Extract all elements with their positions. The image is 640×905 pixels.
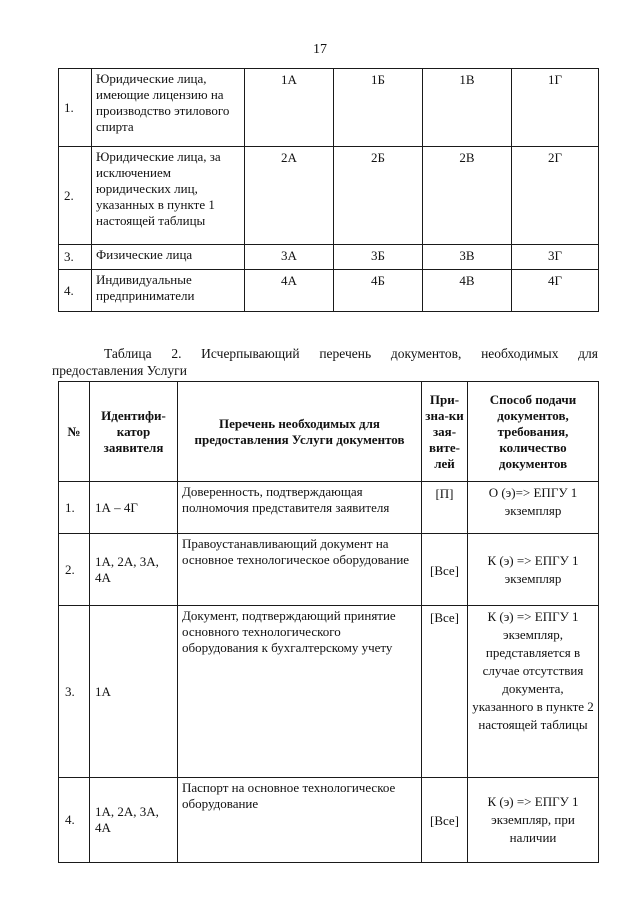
applicant-identifier: 1А – 4Г — [90, 482, 178, 534]
applicant-code: 2В — [423, 147, 512, 245]
table-row — [59, 534, 599, 606]
header-attributes: При-зна-ки зая-вите-лей — [422, 382, 468, 482]
applicant-attribute: [Все] — [422, 606, 468, 778]
applicant-code: 4Б — [334, 270, 423, 312]
applicant-code: 4Г — [512, 270, 599, 312]
applicant-attribute: [П] — [422, 482, 468, 534]
applicant-code: 2Г — [512, 147, 599, 245]
applicant-category: Юридические лица, за исключением юридических лиц, указанных в пункте 1 настоящей таблицы — [92, 147, 245, 245]
row-number: 2. — [59, 147, 92, 245]
header-identifier: Идентифи-катор заявителя — [90, 382, 178, 482]
applicant-code: 4В — [423, 270, 512, 312]
document-description: Документ, подтверждающий принятие основного технологического оборудования к бухгалтерскому учету — [178, 606, 422, 778]
table-row — [59, 270, 599, 312]
header-documents: Перечень необходимых для предоставления Услуги документов — [178, 382, 422, 482]
row-number: 1. — [59, 482, 90, 534]
documents-table — [58, 381, 599, 863]
document-description: Паспорт на основное технологическое оборудование — [178, 778, 422, 863]
applicant-identifier: 1А, 2А, 3А, 4А — [90, 778, 178, 863]
applicant-category: Физические лица — [92, 245, 245, 270]
document-description: Правоустанавливающий документ на основное технологическое оборудование — [178, 534, 422, 606]
table-row — [59, 69, 599, 147]
applicant-codes-table — [58, 68, 599, 312]
applicant-attribute: [Все] — [422, 778, 468, 863]
applicant-code: 3Г — [512, 245, 599, 270]
row-number: 3. — [59, 606, 90, 778]
applicant-attribute: [Все] — [422, 534, 468, 606]
table-row — [59, 778, 599, 863]
row-number: 3. — [59, 245, 92, 270]
caption-line-2: предоставления Услуги — [52, 363, 187, 378]
row-number: 4. — [59, 270, 92, 312]
row-number: 2. — [59, 534, 90, 606]
applicant-code: 3А — [245, 245, 334, 270]
row-number: 1. — [59, 69, 92, 147]
table-row — [59, 482, 599, 534]
applicant-identifier: 1А — [90, 606, 178, 778]
submission-method: О (э)=> ЕПГУ 1 экземпляр — [468, 482, 599, 534]
applicant-identifier: 1А, 2А, 3А, 4А — [90, 534, 178, 606]
applicant-category: Индивидуальные предприниматели — [92, 270, 245, 312]
row-number: 4. — [59, 778, 90, 863]
table-row — [59, 147, 599, 245]
applicant-code: 4А — [245, 270, 334, 312]
applicant-code: 1В — [423, 69, 512, 147]
table-row — [59, 606, 599, 778]
table-row — [59, 245, 599, 270]
submission-method: К (э) => ЕПГУ 1 экземпляр — [468, 534, 599, 606]
header-method: Способ подачи документов, требования, количество документов — [468, 382, 599, 482]
submission-method: К (э) => ЕПГУ 1 экземпляр, представляется в случае отсутствия документа, указанного в пункте 2 настоящей таблицы — [468, 606, 599, 778]
document-description: Доверенность, подтверждающая полномочия представителя заявителя — [178, 482, 422, 534]
page-number: 17 — [313, 42, 327, 57]
applicant-code: 2А — [245, 147, 334, 245]
header-number: № — [59, 382, 90, 482]
applicant-code: 1Б — [334, 69, 423, 147]
table-caption — [52, 345, 598, 379]
applicant-code: 1А — [245, 69, 334, 147]
applicant-code: 3В — [423, 245, 512, 270]
applicant-code: 3Б — [334, 245, 423, 270]
caption-line-1: Таблица 2. Исчерпывающий перечень документов, необходимых для — [104, 346, 598, 361]
applicant-category: Юридические лица, имеющие лицензию на производство этилового спирта — [92, 69, 245, 147]
applicant-code: 2Б — [334, 147, 423, 245]
table-header-row — [59, 382, 599, 482]
applicant-code: 1Г — [512, 69, 599, 147]
submission-method: К (э) => ЕПГУ 1 экземпляр, при наличии — [468, 778, 599, 863]
